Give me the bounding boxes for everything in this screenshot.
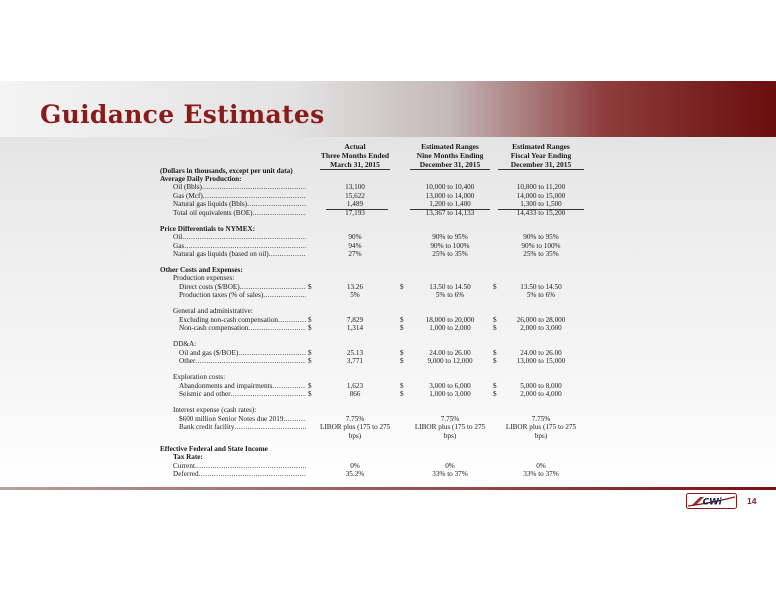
row-label-text: Other — [179, 357, 196, 365]
value-cell: 5% to 6% — [435, 291, 465, 299]
value-cell: 1,314 — [346, 324, 364, 332]
table-row — [0, 390, 776, 399]
value-cell: 27% — [348, 250, 362, 258]
value-cell: 18,000 to 20,000 — [425, 315, 475, 324]
dollar-sign: $ — [400, 348, 404, 357]
row-label-text: Excluding non-cash compensation — [179, 315, 279, 324]
row-label-text: $600 million Senior Notes due 2019 — [179, 414, 284, 423]
value-cell: 9,000 to 12,000 — [427, 357, 473, 365]
value-cell: 35.2% — [345, 470, 365, 478]
row-label-text: Oil — [173, 233, 183, 241]
dollar-sign: $ — [308, 315, 312, 324]
row-label — [173, 470, 306, 479]
row-label-text: Natural gas liquids (based on oil) — [173, 250, 269, 258]
dollar-sign: $ — [493, 315, 497, 324]
value-cell: 13,000 to 15,000 — [516, 357, 566, 365]
value-cell: 25.13 — [346, 348, 364, 357]
row-label-text: Average Daily Production: — [160, 175, 242, 183]
value-cell: 10,800 to 11,200 — [516, 183, 566, 191]
row-label-text: Total oil equivalents (BOE) — [173, 208, 253, 217]
value-cell: 866 — [349, 390, 361, 398]
value-cell: 2,000 to 4,000 — [520, 390, 562, 398]
dollar-sign: $ — [493, 282, 497, 291]
row-label-text: Current — [173, 461, 195, 470]
dollar-sign: $ — [400, 357, 404, 365]
value-cell: 15,622 — [345, 191, 365, 200]
row-label-text: Tax Rate: — [173, 453, 203, 461]
value-cell: 25% to 35% — [432, 250, 468, 258]
value-cell: 1,200 to 1,400 — [429, 200, 471, 208]
column-header-line: Fiscal Year Ending — [510, 150, 572, 160]
value-cell: 90% to 100% — [521, 241, 561, 250]
dollar-sign: $ — [308, 282, 312, 291]
value-cell: 0% — [445, 461, 455, 470]
value-cell: 33% to 37% — [432, 470, 468, 478]
page-number: 14 — [747, 496, 757, 506]
value-cell: bps) — [348, 431, 362, 440]
value-cell: 1,000 to 2,000 — [429, 324, 471, 332]
row-label-text: Price Differentials to NYMEX: — [160, 225, 256, 233]
row-label — [173, 209, 306, 218]
value-cell: 24.00 to 26.00 — [520, 348, 562, 357]
column-header-line: Estimated Ranges — [421, 142, 479, 151]
row-label-text: Exploration costs: — [173, 373, 226, 381]
row-label-text: General and administrative: — [173, 307, 253, 315]
value-cell: 0% — [350, 461, 360, 470]
dollar-sign: $ — [400, 381, 404, 390]
value-cell: 24.00 to 26.00 — [429, 348, 471, 357]
value-cell: 7.75% — [345, 414, 365, 423]
row-label-text: Oil (Bbls) — [173, 183, 202, 191]
row-label — [179, 324, 306, 333]
value-cell: 7.75% — [531, 414, 551, 423]
table-row — [0, 432, 776, 441]
dollar-sign: $ — [308, 390, 312, 398]
svg-text:CWi: CWi — [702, 497, 722, 508]
value-cell: 1,000 to 3,000 — [429, 390, 471, 398]
row-label-text: Other Costs and Expenses: — [160, 266, 243, 274]
column-header-line: Three Months Ended — [320, 150, 390, 160]
row-label — [179, 357, 306, 366]
value-cell: 13.50 to 14.50 — [520, 282, 562, 291]
value-cell: bps) — [443, 431, 457, 440]
value-cell: 10,000 to 10,400 — [425, 183, 475, 191]
total-rule — [326, 209, 388, 210]
row-label-text: Production expenses: — [173, 274, 235, 282]
value-cell: 1,300 to 1,500 — [520, 200, 562, 208]
row-label-text: Natural gas liquids (Bbls) — [173, 200, 248, 208]
row-label-text: (Dollars in thousands, except per unit data) — [160, 167, 293, 175]
value-cell: 3,000 to 6,000 — [429, 381, 471, 390]
row-label-text: Oil and gas ($/BOE) — [179, 348, 239, 357]
dollar-sign: $ — [308, 381, 312, 390]
value-cell: 14,000 to 15,000 — [516, 191, 566, 200]
value-cell: 3,771 — [346, 357, 364, 365]
row-label — [173, 250, 306, 259]
row-label-text: Deferred — [173, 470, 199, 478]
value-cell: 90% to 100% — [430, 241, 470, 250]
value-cell: LIBOR plus (175 to 275 — [414, 423, 486, 431]
column-header-line: Nine Months Ending — [416, 150, 484, 160]
value-cell: 7,829 — [346, 315, 364, 324]
value-cell: 5% to 6% — [526, 291, 556, 299]
value-cell: 90% to 95% — [432, 233, 468, 241]
dollar-sign: $ — [493, 381, 497, 390]
column-header-line: March 31, 2015 — [320, 161, 390, 171]
dollar-sign: $ — [308, 324, 312, 332]
value-cell: 5,000 to 8,000 — [520, 381, 562, 390]
row-label-text: Gas — [173, 241, 185, 250]
row-label-text: DD&A: — [173, 340, 197, 348]
table-row — [0, 470, 776, 479]
row-label-text: Non-cash compensation — [179, 324, 249, 332]
dollar-sign: $ — [308, 348, 312, 357]
value-cell: 17,193 — [345, 208, 365, 217]
value-cell: 13,367 to 14,133 — [425, 208, 475, 217]
total-rule — [498, 209, 584, 210]
value-cell: LIBOR plus (175 to 275 — [505, 423, 577, 431]
value-cell: 5% — [350, 291, 360, 299]
dollar-sign: $ — [400, 282, 404, 291]
value-cell: 13.26 — [346, 282, 364, 291]
value-cell: 1,489 — [346, 200, 364, 208]
value-cell: 13.50 to 14.50 — [429, 282, 471, 291]
value-cell: 90% to 95% — [523, 233, 559, 241]
dollar-sign: $ — [493, 357, 497, 365]
row-label-text: Direct costs ($/BOE) — [179, 282, 240, 291]
value-cell: 26,000 to 28,000 — [516, 315, 566, 324]
value-cell: 2,000 to 3,000 — [520, 324, 562, 332]
value-cell: 13,100 — [345, 183, 365, 191]
column-header-line: December 31, 2015 — [410, 161, 490, 171]
table-row — [0, 291, 776, 300]
table-row — [0, 357, 776, 366]
value-cell: 25% to 35% — [523, 250, 559, 258]
row-label-text: Abandonments and impairments — [179, 381, 273, 390]
row-label-text: Interest expense (cash rates): — [173, 406, 257, 414]
dollar-sign: $ — [400, 324, 404, 332]
cwi-logo — [686, 493, 737, 509]
value-cell: 14,433 to 15,200 — [516, 208, 566, 217]
value-cell: 1,623 — [346, 381, 364, 390]
dollar-sign: $ — [493, 348, 497, 357]
row-label-text: Effective Federal and State Income — [160, 445, 268, 453]
column-header-line: Actual — [344, 142, 366, 151]
row-label-text: Gas (Mcf) — [173, 191, 203, 200]
row-label-text: Bank credit facility — [179, 423, 235, 431]
page-title: Guidance Estimates — [40, 100, 325, 129]
total-rule — [410, 209, 490, 210]
row-label-text: Seismic and other — [179, 390, 231, 398]
bottom-rule — [0, 487, 776, 490]
column-header-line: December 31, 2015 — [498, 161, 584, 171]
value-cell: 90% — [348, 233, 362, 241]
dollar-sign: $ — [400, 390, 404, 398]
table-row — [0, 324, 776, 333]
dollar-sign: $ — [493, 324, 497, 332]
row-label — [179, 390, 306, 399]
value-cell: LIBOR plus (175 to 275 — [320, 423, 391, 431]
value-cell: 0% — [536, 461, 546, 470]
value-cell: 13,000 to 14,000 — [425, 191, 475, 200]
dollar-sign: $ — [308, 357, 312, 365]
row-label-text: Production taxes (% of sales) — [179, 291, 264, 299]
value-cell: 94% — [348, 241, 362, 250]
value-cell: 33% to 37% — [523, 470, 559, 478]
table-row — [0, 209, 776, 218]
column-header-line: Estimated Ranges — [512, 142, 570, 151]
dollar-sign: $ — [400, 315, 404, 324]
value-cell: bps) — [534, 431, 548, 440]
table-row — [0, 250, 776, 259]
row-label — [179, 291, 306, 300]
value-cell: 7.75% — [440, 414, 460, 423]
dollar-sign: $ — [493, 390, 497, 398]
